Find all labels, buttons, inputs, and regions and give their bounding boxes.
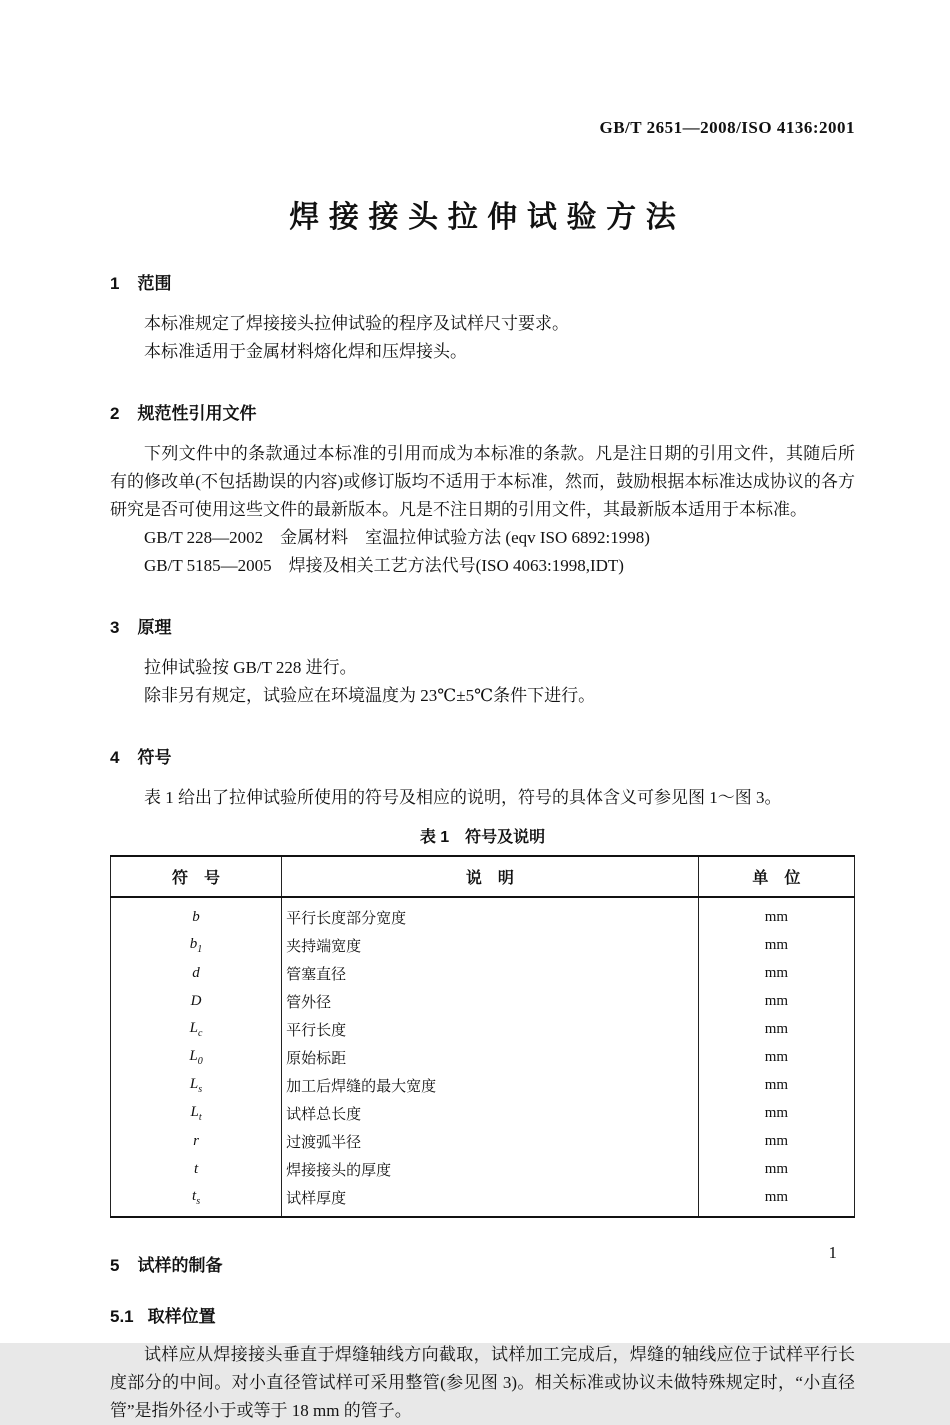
- unit-cell: mm: [698, 1099, 854, 1127]
- symbol-cell: r: [193, 1132, 199, 1149]
- table-row: [111, 959, 855, 987]
- table-row: [111, 931, 855, 959]
- paragraph: 本标准规定了焊接接头拉伸试验的程序及试样尺寸要求。: [144, 314, 569, 333]
- unit-cell: mm: [698, 931, 854, 959]
- description-cell: 平行长度: [282, 1015, 699, 1043]
- description-cell: 原始标距: [282, 1043, 699, 1071]
- symbol-cell: b: [192, 908, 200, 925]
- table-row: [111, 1071, 855, 1099]
- table-row: [111, 987, 855, 1015]
- symbol-cell: $L_t$: [190, 1103, 202, 1123]
- unit-cell: mm: [698, 1071, 854, 1099]
- reference-entry: GB/T 5185—2005 焊接及相关工艺方法代号(ISO 4063:1998,IDT): [144, 556, 624, 575]
- description-cell: 管外径: [282, 987, 699, 1015]
- paragraph: 除非另有规定，试验应在环境温度为 23℃±5℃条件下进行。: [144, 686, 596, 705]
- section-number: 5.1: [110, 1307, 134, 1326]
- table-row: [111, 1127, 855, 1155]
- column-header-symbol: 符 号: [111, 856, 282, 897]
- paragraph: 拉伸试验按 GB/T 228 进行。: [144, 658, 357, 677]
- symbol-cell: $L_c$: [189, 1019, 203, 1039]
- table-row: [111, 1099, 855, 1127]
- section-label: 规范性引用文件: [137, 404, 257, 423]
- section-heading-1: [110, 269, 855, 294]
- section-label: 范围: [137, 274, 172, 293]
- description-cell: 平行长度部分宽度: [282, 897, 699, 931]
- description-cell: 管塞直径: [282, 959, 699, 987]
- symbol-cell: d: [192, 964, 200, 981]
- section-heading-5-1: [110, 1302, 855, 1327]
- paragraph: 本标准适用于金属材料熔化焊和压焊接头。: [144, 342, 467, 361]
- unit-cell: mm: [698, 1015, 854, 1043]
- section-number: 3: [110, 618, 120, 637]
- symbols-table: [110, 855, 855, 1218]
- description-cell: 夹持端宽度: [282, 931, 699, 959]
- table-row: [111, 1155, 855, 1183]
- section-number: 2: [110, 404, 120, 423]
- symbol-cell: t: [193, 1160, 199, 1177]
- unit-cell: mm: [698, 897, 854, 931]
- table-caption: 表 1 符号及说明: [419, 829, 546, 846]
- paragraph: 表 1 给出了拉伸试验所使用的符号及相应的说明，符号的具体含义可参见图 1～图 3。: [144, 788, 782, 807]
- symbol-cell: $L_0$: [189, 1047, 203, 1067]
- section-label: 取样位置: [147, 1307, 216, 1326]
- unit-cell: mm: [698, 1127, 854, 1155]
- symbols-table-body: [111, 897, 855, 1217]
- symbol-cell: $b_1$: [189, 935, 203, 955]
- standard-code: GB/T 2651—2008/ISO 4136:2001: [599, 118, 855, 137]
- paragraph: 下列文件中的条款通过本标准的引用而成为本标准的条款。凡是注日期的引用文件，其随后所有的修改单(不包括勘误的内容)或修订版均不适用于本标准，然而，鼓励根据本标准达成协议的各方研究是否可使用这些文件的最新版本。凡是不注日期的引用文件，其最新版本适用于本标准。: [110, 444, 855, 519]
- reference-entry: GB/T 228—2002 金属材料 室温拉伸试验方法 (eqv ISO 6892:1998): [144, 528, 650, 547]
- column-header-description: 说 明: [282, 856, 699, 897]
- section-heading-5: [110, 1251, 855, 1276]
- unit-cell: mm: [698, 959, 854, 987]
- unit-cell: mm: [698, 1043, 854, 1071]
- unit-cell: mm: [698, 1183, 854, 1217]
- section-heading-4: [110, 743, 855, 768]
- section-label: 试样的制备: [137, 1256, 223, 1275]
- table-row: [111, 1043, 855, 1071]
- page-number: 1: [828, 1243, 837, 1262]
- page-content: [110, 0, 855, 1425]
- table-header-row: [111, 856, 855, 897]
- symbol-cell: $t_s$: [192, 1187, 201, 1207]
- symbol-cell: $L_s$: [189, 1075, 203, 1095]
- description-cell: 过渡弧半径: [282, 1127, 699, 1155]
- description-cell: 加工后焊缝的最大宽度: [282, 1071, 699, 1099]
- unit-cell: mm: [698, 1155, 854, 1183]
- symbol-cell: D: [190, 992, 202, 1009]
- table-row: [111, 1183, 855, 1217]
- section-label: 原理: [137, 618, 172, 637]
- section-number: 1: [110, 274, 120, 293]
- description-cell: 焊接接头的厚度: [282, 1155, 699, 1183]
- document-title: 焊接接头拉伸试验方法: [289, 201, 686, 234]
- section-heading-3: [110, 613, 855, 638]
- table-row: [111, 1015, 855, 1043]
- unit-cell: mm: [698, 987, 854, 1015]
- section-number: 4: [110, 748, 120, 767]
- section-heading-2: [110, 399, 855, 424]
- table-row: [111, 897, 855, 931]
- paragraph: 试样应从焊接接头垂直于焊缝轴线方向截取，试样加工完成后，焊缝的轴线应位于试样平行长度部分的中间。对小直径管试样可采用整管(参见图 3)。相关标准或协议未做特殊规定时，“小直径管”是指外径小于或等于 18 mm 的管子。: [110, 1345, 855, 1420]
- column-header-unit: 单 位: [698, 856, 854, 897]
- section-label: 符号: [137, 748, 172, 767]
- description-cell: 试样厚度: [282, 1183, 699, 1217]
- description-cell: 试样总长度: [282, 1099, 699, 1127]
- section-number: 5: [110, 1256, 120, 1275]
